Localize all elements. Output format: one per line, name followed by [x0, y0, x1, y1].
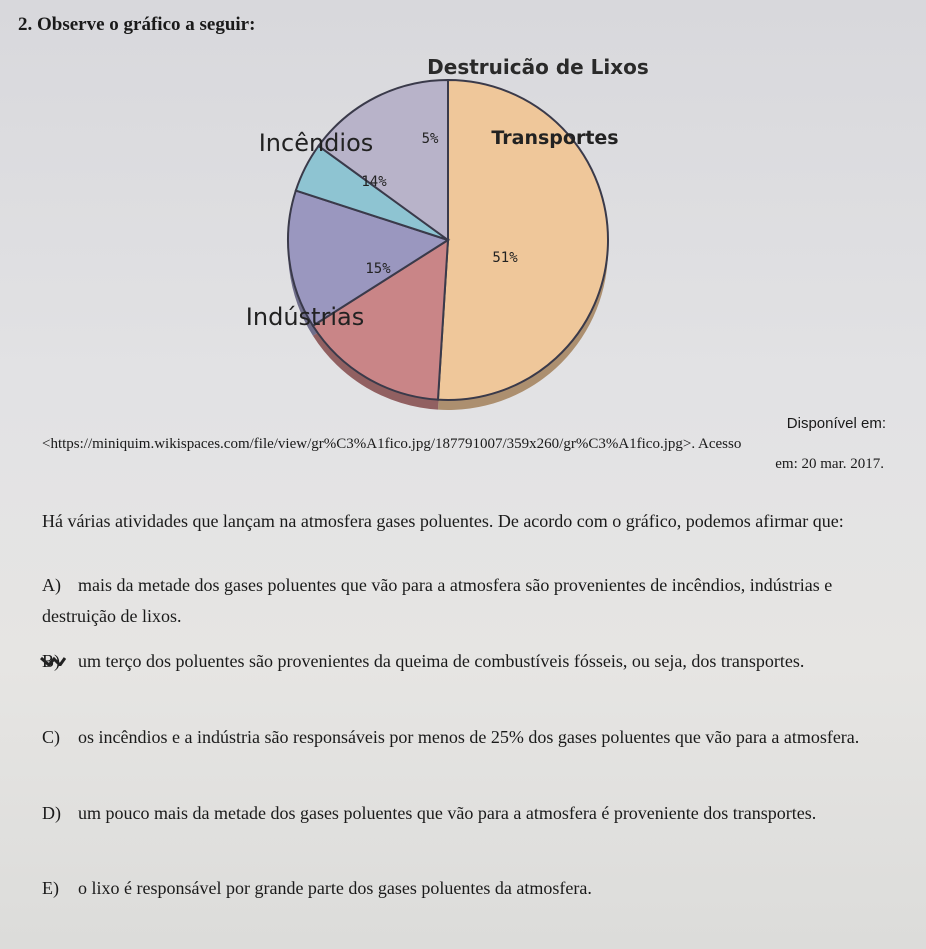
option-b[interactable]: [42, 646, 902, 677]
label-industrias: Indústrias: [245, 303, 365, 331]
option-text: um terço dos poluentes são provenientes da queima de combustíveis fósseis, ou seja, dos transportes.: [78, 651, 805, 671]
option-text: o lixo é responsável por grande parte dos gases poluentes da atmosfera.: [78, 878, 592, 898]
source-url: <https://miniquim.wikispaces.com/file/view/gr%C3%A1fico.jpg/187791007/359x260/gr%C3%A1fico.jpg>. Acesso: [42, 436, 742, 452]
label-incendios: Incêndios: [258, 129, 374, 157]
option-letter: A): [42, 575, 61, 595]
option-text: os incêndios e a indústria são responsáveis por menos de 25% dos gases poluentes que vão para a atmosfera.: [78, 727, 860, 747]
label-transportes: Transportes: [491, 127, 619, 149]
pct-incendios: 14%: [361, 174, 387, 190]
source-available: Disponível em:: [786, 415, 886, 432]
question-title: 2. Observe o gráfico a seguir:: [18, 14, 256, 35]
option-letter: C): [42, 727, 60, 747]
question-stem: Há várias atividades que lançam na atmosfera gases poluentes. De acordo com o gráfico, podemos afirmar que:: [42, 511, 844, 531]
option-d[interactable]: [42, 798, 902, 829]
option-letter: E): [42, 878, 59, 898]
pct-lixos: 5%: [421, 131, 439, 147]
option-text: um pouco mais da metade dos gases poluentes que vão para a atmosfera é proveniente dos transportes.: [78, 803, 817, 823]
pct-transportes: 51%: [492, 250, 518, 266]
pen-mark-icon: [40, 656, 66, 666]
pct-industrias: 15%: [365, 261, 391, 277]
option-letter: B): [42, 646, 78, 677]
option-a[interactable]: [42, 570, 902, 632]
chart-title: Destruicão de Lixos: [427, 55, 649, 79]
pie-chart: [0, 0, 926, 420]
pie-chart-svg: [0, 0, 926, 420]
source-date: em: 20 mar. 2017.: [775, 456, 884, 472]
option-c[interactable]: [42, 722, 902, 753]
option-letter: D): [42, 803, 61, 823]
option-text: mais da metade dos gases poluentes que vão para a atmosfera são provenientes de incêndios, indústrias e destruição de lixos.: [42, 575, 833, 626]
option-e[interactable]: [42, 873, 902, 904]
